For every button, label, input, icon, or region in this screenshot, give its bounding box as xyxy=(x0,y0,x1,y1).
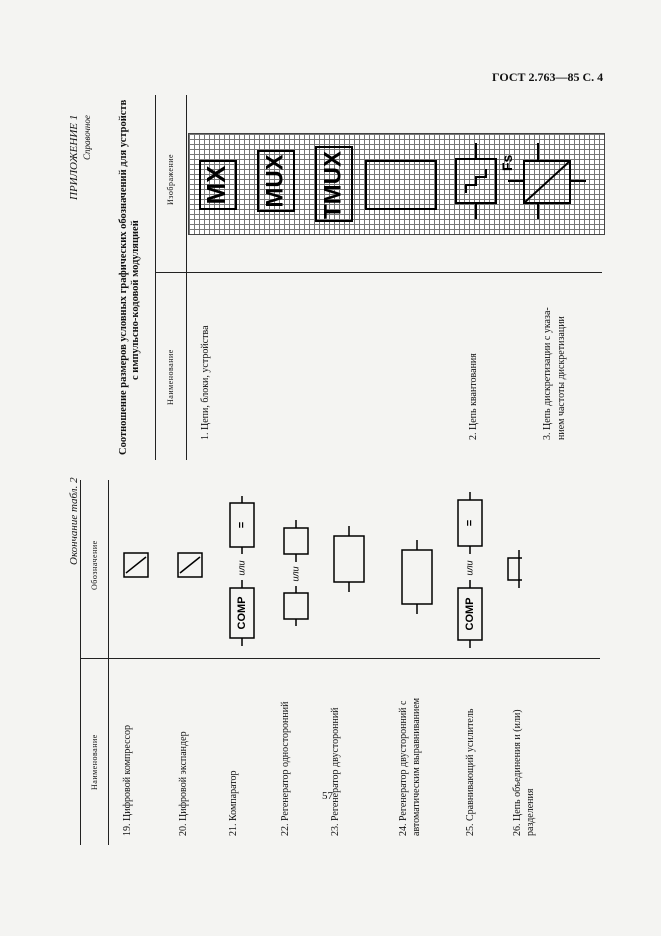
sampling-symbol xyxy=(508,143,586,219)
col-image-header: Изображение xyxy=(166,153,175,205)
svg-text:или: или xyxy=(290,566,301,582)
svg-text:TMUX: TMUX xyxy=(319,151,347,219)
t2-row3-name-line1: 3. Цепь дискретизации с указа- xyxy=(542,307,553,440)
mx-symbol xyxy=(200,161,236,209)
svg-text:или: или xyxy=(464,560,475,576)
mux-symbol xyxy=(258,151,294,211)
t1-row20-name: 20. Цифровой экспандер xyxy=(178,731,189,836)
t2-row1-name: 1. Цепи, блоки, устройства xyxy=(200,325,211,440)
fs-label: Fs xyxy=(499,154,515,171)
symbols-column xyxy=(112,488,522,653)
regenerator-auto-symbol xyxy=(402,540,432,614)
table-title-line1: Соотношение размеров условных графических обозначений для устройств xyxy=(118,99,129,455)
t1-row21-name: 21. Компаратор xyxy=(228,770,239,836)
col-symbol-header: Обозначение xyxy=(90,540,99,590)
expander-symbol xyxy=(178,553,202,577)
svg-text:=: = xyxy=(235,521,248,529)
combine-symbol xyxy=(508,550,522,588)
document-code: ГОСТ 2.763—85 С. 4 xyxy=(492,70,604,84)
svg-text:MUX: MUX xyxy=(261,154,289,208)
grid-symbols xyxy=(188,133,603,233)
tmux-symbol xyxy=(316,147,352,221)
t1-row19-name: 19. Цифровой компрессор xyxy=(122,725,133,836)
t1-row24-name-line1: 24. Регенератор двусторонний с xyxy=(398,700,409,836)
compressor-symbol xyxy=(124,553,148,577)
table1-col-rule xyxy=(80,658,600,659)
t1-row22-name: 22. Регенератор односторонний xyxy=(280,701,291,836)
svg-text:=: = xyxy=(463,519,476,527)
table2-top-rule xyxy=(155,95,156,460)
svg-text:COMP: COMP xyxy=(235,596,248,630)
t2-row3-name-line2: нием частоты дискретизации xyxy=(556,316,567,440)
svg-text:MX: MX xyxy=(200,165,231,205)
quantization-symbol xyxy=(456,143,496,219)
t1-row23-name: 23. Регенератор двусторонний xyxy=(330,707,341,836)
t2-row2-name: 2. Цепь квантования xyxy=(468,353,479,440)
t1-row26-name-line2: разделения xyxy=(525,788,536,836)
table-title-line2: с импульсно-кодовой модуляцией xyxy=(130,220,141,380)
table-caption: Окончание табл. 2 xyxy=(68,477,80,565)
t1-row25-name: 25. Сравнивающий усилитель xyxy=(465,708,476,836)
t1-row24-name-line2: автоматическим выравниванием xyxy=(411,697,422,836)
svg-text:или: или xyxy=(236,560,247,576)
svg-text:COMP: COMP xyxy=(463,597,476,631)
table1-header-rule xyxy=(108,480,109,845)
col-name-header: Наименование xyxy=(166,349,175,405)
table1-top-rule xyxy=(80,480,81,845)
block-symbol xyxy=(366,161,436,209)
table2-header-rule xyxy=(186,95,187,460)
table2-col-rule xyxy=(155,272,602,273)
regenerator-twoway-symbol xyxy=(334,526,364,592)
page-number: 57 xyxy=(322,790,333,802)
t1-row26-name-line1: 26. Цепь объединения и (или) xyxy=(512,709,523,836)
appendix-subtitle: Справочное xyxy=(82,115,92,160)
appendix-title: ПРИЛОЖЕНИЕ 1 xyxy=(68,114,80,200)
col-name-header-left: Наименование xyxy=(90,734,99,790)
